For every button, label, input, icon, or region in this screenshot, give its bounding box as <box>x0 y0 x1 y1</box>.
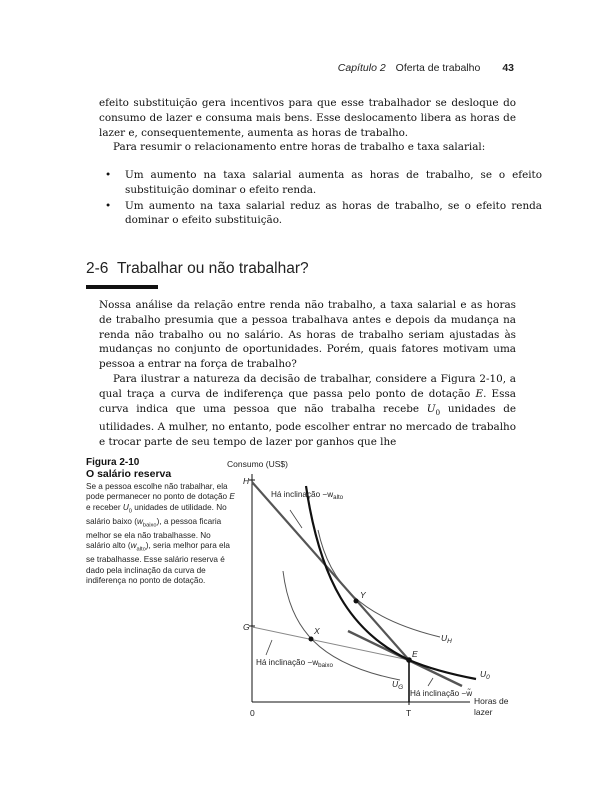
summary-intro: Para resumir o relacionamento entre horas de trabalho e taxa salarial: <box>113 141 486 154</box>
point-G-label: G <box>243 622 250 632</box>
desc-text: ), a pessoa ficaria melhor se ela não trabalhasse. No salário alto ( <box>86 516 222 551</box>
curve-UH-label <box>441 633 452 645</box>
slope-label-sub: alto <box>333 494 344 501</box>
desc-text: e receber <box>86 502 123 512</box>
label-low-wage-slope <box>256 658 333 669</box>
curve-label-sub: G <box>398 684 404 691</box>
curve-label-sub: 0 <box>486 674 490 681</box>
bullet-item: • Um aumento na taxa salarial aumenta as horas de trabalho, se o efeito substituição dominar o efeito renda. <box>125 168 542 198</box>
body-math: U <box>426 402 436 415</box>
indifference-curve-U0 <box>306 486 476 679</box>
point-Y-label: Y <box>360 590 366 600</box>
y-axis-label: Consumo (US$) <box>227 459 288 469</box>
slope-label-text: Há inclinação −w <box>256 658 319 667</box>
body-text: Para ilustrar a natureza da decisão de trabalhar, considere a Figura 2-10, a qual traça a curva de indiferença que passa pelo ponto de dotação <box>99 372 516 400</box>
indifference-curve-UH <box>318 530 440 637</box>
curve-label-sub: H <box>447 638 452 645</box>
slope-label-sub: baixo <box>318 662 333 669</box>
pointer-high-wage <box>290 510 302 528</box>
desc-math-sub: baixo <box>142 522 157 529</box>
header-chapter: Capítulo 2 <box>337 62 386 74</box>
slope-label-text: Há inclinação −w <box>271 490 334 499</box>
tick-T-label: T <box>406 708 412 718</box>
pointer-low-wage <box>266 640 272 655</box>
section-title: Trabalhar ou não trabalhar? <box>117 260 309 277</box>
figure-number: Figura 2-10 <box>86 457 140 468</box>
section-number: 2-6 <box>86 260 109 277</box>
header-section: Oferta de trabalho <box>395 62 481 74</box>
figure-title: O salário reserva <box>86 468 172 480</box>
desc-text: Se a pessoa escolhe não trabalhar, ela pode permanecer no ponto de dotação <box>86 482 230 502</box>
label-reservation-slope: Há inclinação −w̃ <box>410 689 473 698</box>
body-paragraph-1: Nossa análise da relação entre renda não trabalho, a taxa salarial e as horas de trabalho presumia que a pessoa trabalhava antes e depois da mudança na renda não trabalho ou no salário. As horas de trabalho seriam ajustadas às mudanças no conjunto de oportunidades. Porém, quais fatores motivam uma pessoa a entrar na força de trabalho? <box>99 299 516 371</box>
desc-math-sub: 0 <box>128 508 132 515</box>
page-number: 43 <box>502 62 514 74</box>
bullet-item: • Um aumento na taxa salarial reduz as horas de trabalho, se o efeito renda dominar o efeito substituição. <box>125 199 542 229</box>
desc-text: ), seria melhor para ela se trabalhasse. Esse salário reserva é dado pela inclinação da curva de indiferença no ponto de dotação. <box>86 541 230 586</box>
point-E-label: E <box>412 649 418 659</box>
body-math: E <box>475 387 484 400</box>
point-E-marker <box>406 657 412 663</box>
x-axis-label-line1: Horas de <box>474 696 509 706</box>
point-X-marker <box>309 637 314 642</box>
body-math-sub: 0 <box>435 407 441 417</box>
desc-math: E <box>229 492 235 502</box>
body-text: unidades de utilidades. A mulher, no entanto, pode escolher entrar no mercado de trabalho e trocar parte de seu tempo de lazer por ganhos que lhe <box>99 402 516 449</box>
curve-label-letter: U <box>392 679 399 689</box>
x-axis-label-line2: lazer <box>474 707 493 717</box>
curve-U0-label <box>480 669 490 681</box>
intro-paragraph: efeito substituição gera incentivos para que esse trabalhador se desloque do consumo de lazer e consuma mais bens. Esse deslocamento libera as horas de lazer e, consequentemente, aumenta as horas de trabalho. <box>99 97 516 139</box>
desc-math-sub: alto <box>136 546 146 553</box>
body-text: . Essa curva indica que uma pessoa que não trabalha recebe <box>99 387 516 415</box>
curve-label-letter: U <box>441 633 448 643</box>
point-X-label: X <box>314 626 320 636</box>
desc-text: unidades de utilidade. No salário baixo ( <box>86 502 227 526</box>
point-Y-marker <box>354 599 359 604</box>
desc-math: w <box>136 516 143 526</box>
curve-label-letter: U <box>480 669 487 679</box>
desc-math: U <box>122 502 129 512</box>
budget-line-high-wage <box>252 482 409 660</box>
desc-math: w <box>130 541 137 551</box>
curve-UG-label <box>392 679 403 691</box>
point-H-label: H <box>243 476 250 486</box>
origin-label: 0 <box>250 708 255 718</box>
pointer-reservation <box>428 678 433 686</box>
